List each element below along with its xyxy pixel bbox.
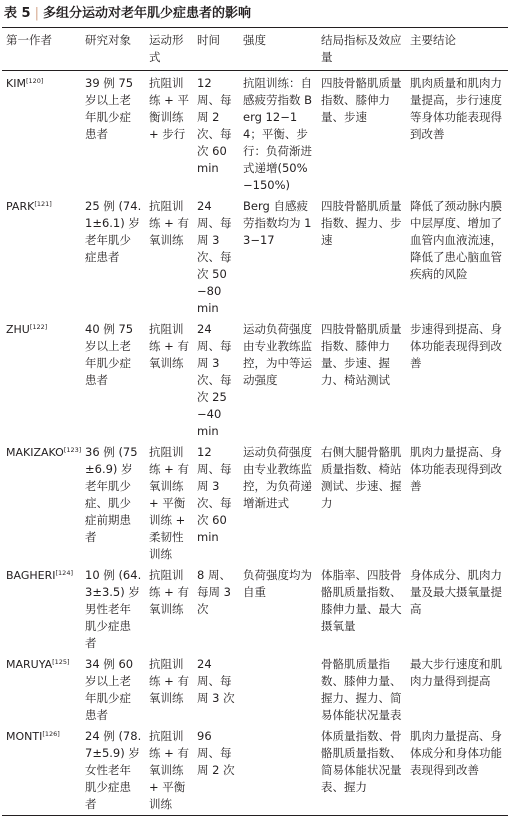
cell-time: 24 周、每周 3 次、每次 50−80 min — [197, 199, 232, 315]
cell-form: 抗阻训练 + 有氧训练 — [149, 657, 189, 705]
table-label: 表 5 — [4, 6, 31, 21]
table-row — [2, 654, 508, 726]
reference-link[interactable]: [123] — [63, 446, 82, 454]
cell-subjects: 25 例 (74.1±6.1) 岁老年肌少症患者 — [85, 199, 142, 264]
header-row — [2, 28, 508, 71]
table-row — [2, 565, 508, 654]
cell-intensity: 运动负荷强度由专业教练监控，为负荷递增渐进式 — [243, 445, 312, 510]
cell-conclusion: 肌肉力量提高、身体成分和身体功能表现得到改善 — [406, 726, 508, 816]
cell-time: 12 周、每周 3 次、每次 60 min — [197, 445, 232, 544]
author-name: MAKIZAKO — [6, 446, 64, 459]
header-intensity: 强度 — [239, 28, 317, 71]
header-conclusion: 主要结论 — [406, 28, 508, 71]
cell-subjects: 34 例 60 岁以上老年肌少症患者 — [85, 657, 134, 722]
cell-time: 24 周、每周 3 次、每次 25−40 min — [197, 322, 232, 438]
header-outcome: 结局指标及效应量 — [317, 28, 406, 71]
author-name: ZHU — [6, 323, 30, 336]
table-row — [2, 71, 508, 197]
cell-author — [2, 71, 81, 197]
cell-form: 抗阻训练 + 有氧训练 — [149, 322, 189, 370]
cell-intensity — [239, 654, 317, 726]
cell-conclusion: 肌肉力量提高、身体功能表现得到改善 — [410, 445, 502, 493]
cell-subjects: 40 例 75 岁以上老年肌少症患者 — [85, 322, 134, 387]
cell-subjects: 36 例 (75±6.9) 岁老年肌少症、肌少症前期患者 — [85, 445, 138, 544]
cell-time: 12 周、每周 2 次、每次 60 min — [197, 76, 232, 175]
author-name: PARK — [6, 200, 35, 213]
reference-link[interactable]: [121] — [34, 200, 52, 208]
cell-time: 24 周、每周 3 次 — [197, 657, 235, 705]
cell-author — [2, 319, 81, 442]
author-name: KIM — [6, 77, 26, 90]
cell-outcome: 右侧大腿骨骼肌质量指数、椅站测试、步速、握力 — [321, 445, 402, 510]
table-row — [2, 726, 508, 816]
author-name: MARUYA — [6, 658, 53, 671]
cell-subjects: 39 例 75 岁以上老年肌少症患者 — [85, 76, 134, 141]
reference-link[interactable]: [125] — [52, 658, 70, 666]
reference-link[interactable]: [122] — [29, 323, 48, 331]
exercise-effects-table — [2, 27, 508, 816]
cell-intensity — [239, 726, 317, 816]
header-time: 时间 — [193, 28, 239, 71]
table-title: 多组分运动对老年肌少症患者的影响 — [42, 6, 251, 21]
cell-form: 抗阻训练 + 有氧训练 — [149, 199, 189, 247]
cell-time: 96 周、每周 2 次 — [193, 726, 239, 816]
cell-outcome: 骨骼肌质量指数、膝伸力量、握力、握力、简易体能状况量表 — [321, 657, 402, 722]
table-row — [2, 196, 508, 319]
cell-intensity: 负荷强度均为自重 — [243, 568, 312, 599]
header-subjects: 研究对象 — [81, 28, 145, 71]
cell-outcome: 体脂率、四肢骨骼肌质量指数、膝伸力量、最大摄氧量 — [321, 568, 402, 633]
cell-author — [2, 196, 81, 319]
cell-conclusion: 步速得到提高、身体功能表现得到改善 — [410, 322, 502, 370]
cell-conclusion: 最大步行速度和肌肉力量得到提高 — [410, 657, 502, 688]
cell-conclusion: 身体成分、肌肉力量及最大摄氧量提高 — [410, 568, 502, 616]
reference-link[interactable]: [124] — [55, 569, 73, 577]
cell-time: 8 周、每周 3 次 — [197, 568, 231, 616]
cell-subjects: 24 例 (78.7±5.9) 岁女性老年肌少症患者 — [81, 726, 145, 816]
cell-intensity: 抗阻训练：自感疲劳指数 Berg 12−14；平衡、步行：负荷渐进式递增(50%−150%) — [243, 76, 313, 192]
cell-form: 抗阻训练 + 有氧训练 + 平衡训练 + 柔韧性训练 — [149, 445, 189, 561]
table-body — [2, 71, 508, 816]
author-name: MONTI — [6, 730, 43, 743]
cell-author — [2, 442, 81, 565]
table-row — [2, 442, 508, 565]
cell-form: 抗阻训练 + 有氧训练 + 平衡训练 — [145, 726, 193, 816]
cell-author — [2, 726, 81, 816]
cell-outcome: 体质量指数、骨骼肌质量指数、简易体能状况量表、握力 — [317, 726, 406, 816]
cell-outcome: 四肢骨骼肌质量指数、握力、步速 — [321, 199, 402, 247]
cell-form: 抗阻训练 + 有氧训练 — [149, 568, 189, 616]
cell-form: 抗阻训练 + 平衡训练 + 步行 — [149, 76, 189, 141]
header-author: 第一作者 — [2, 28, 81, 71]
cell-author — [2, 654, 81, 726]
cell-intensity: 运动负荷强度由专业教练监控，为中等运动强度 — [243, 322, 312, 387]
cell-conclusion: 肌肉质量和肌肉力量提高，步行速度等身体功能表现得到改善 — [410, 76, 502, 141]
cell-outcome: 四肢骨骼肌质量指数、膝伸力量、步速 — [321, 76, 402, 124]
table-row — [2, 319, 508, 442]
header-form: 运动形式 — [145, 28, 193, 71]
author-name: BAGHERI — [6, 569, 56, 582]
table-caption — [2, 0, 510, 27]
reference-link[interactable]: [120] — [25, 77, 44, 85]
cell-conclusion: 降低了颈动脉内膜中层厚度、增加了血管内血液流速，降低了患心脑血管疾病的风险 — [410, 199, 502, 281]
cell-subjects: 10 例 (64.3±3.5) 岁男性老年肌少症患者 — [85, 568, 142, 650]
cell-intensity: Berg 自感疲劳指数均为 13−17 — [243, 199, 312, 247]
caption-separator: | — [34, 6, 39, 21]
cell-outcome: 四肢骨骼肌质量指数、膝伸力量、步速、握力、椅站测试 — [321, 322, 402, 387]
reference-link[interactable]: [126] — [42, 730, 60, 738]
table-header — [2, 28, 508, 71]
cell-author — [2, 565, 81, 654]
